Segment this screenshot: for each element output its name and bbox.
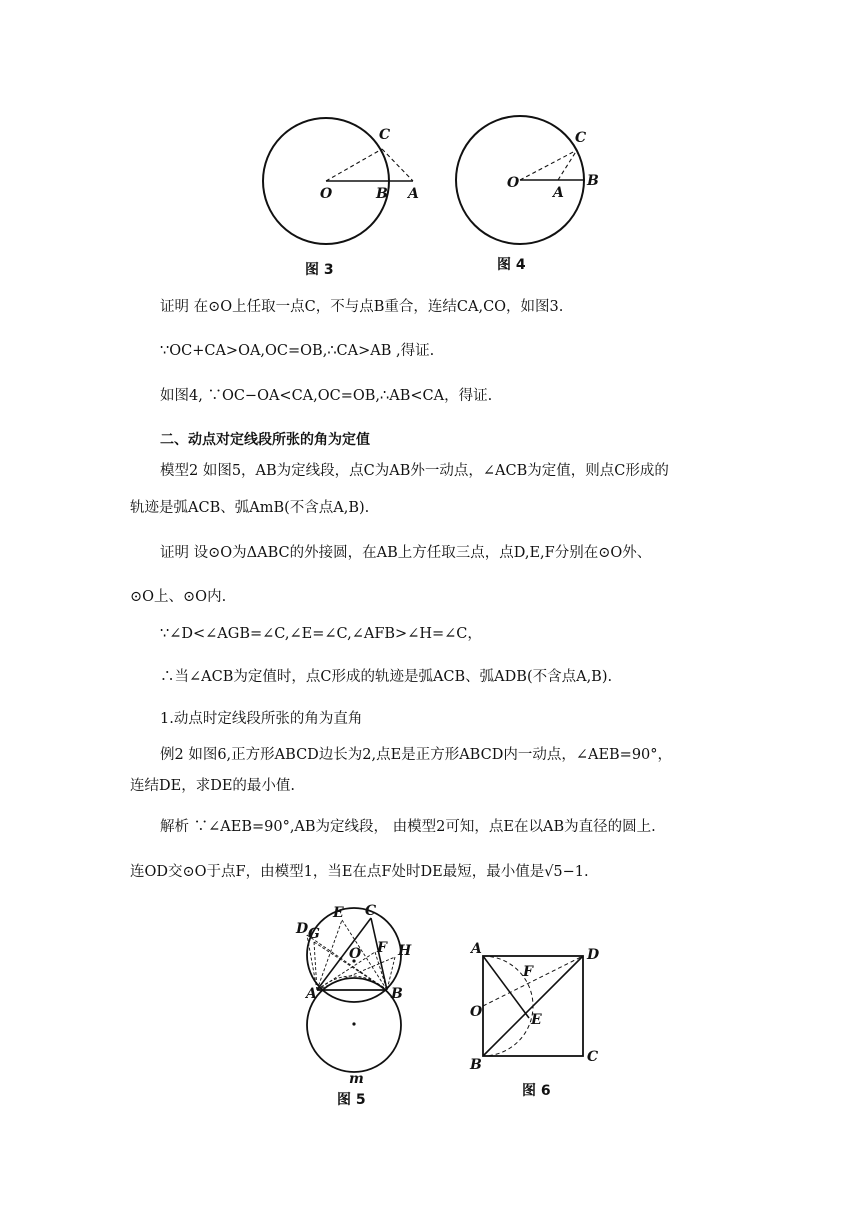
figure-6 <box>465 940 610 1105</box>
fig3-label-o: O <box>320 186 333 202</box>
fig4-dashed-oc <box>520 150 577 180</box>
fig4-label-c: C <box>575 130 587 146</box>
subheading-right-angle: 1.动点时定线段所张的角为直角 <box>160 711 363 727</box>
figure-4 <box>445 105 615 285</box>
fig3-label-a: A <box>408 186 419 202</box>
fig6-label-b: B <box>470 1057 482 1073</box>
fig5-label-e: E <box>333 905 344 921</box>
fig3-label-b: B <box>376 186 388 202</box>
fig4-caption: 图 4 <box>497 257 526 273</box>
fig5-label-a: A <box>306 986 317 1002</box>
figure-5 <box>285 900 425 1110</box>
solution-line-2: 连OD交⊙O于点F，由模型1，当E在点F处时DE最短，最小值是√5−1. <box>130 864 589 880</box>
fig4-label-a: A <box>553 185 564 201</box>
proof-2-line-2: ⊙O上、⊙O内. <box>130 589 227 605</box>
fig6-label-a: A <box>471 941 482 957</box>
example-2-line-1: 例2 如图6,正方形ABCD边长为2,点E是正方形ABCD内一动点，∠AEB=90°， <box>160 747 673 763</box>
proof-line-3: 如图4, ∵OC−OA<CA,OC=OB,∴AB<CA，得证. <box>160 388 493 404</box>
fig3-dashed-oc <box>326 149 382 181</box>
fig5-label-b: B <box>391 986 403 1002</box>
figure-3-diagram <box>250 105 430 285</box>
model-2-line-2: 轨迹是弧ACB、弧AmB(不含点A,B). <box>130 500 370 516</box>
fig5-label-f: F <box>377 940 387 956</box>
fig6-label-o: O <box>470 1004 483 1020</box>
section-heading: 二、动点对定线段所张的角为定值 <box>160 432 370 448</box>
proof-line-2: ∵OC+CA>OA,OC=OB,∴CA>AB ,得证. <box>160 343 435 359</box>
fig5-label-c: C <box>365 903 377 919</box>
solution-line-1: 解析 ∵∠AEB=90°,AB为定线段， 由模型2可知，点E在以AB为直径的圆上. <box>160 819 656 835</box>
fig4-label-o: O <box>507 175 520 191</box>
fig6-label-e: E <box>531 1012 542 1028</box>
fig5-label-d: D <box>296 921 309 937</box>
fig4-label-b: B <box>587 173 599 189</box>
figure-6-diagram <box>465 940 610 1105</box>
model-2-line-1: 模型2 如图5，AB为定线段，点C为AB外一动点，∠ACB为定值，则点C形成的 <box>160 463 669 479</box>
figure-4-diagram <box>445 105 615 285</box>
fig6-dashed-od <box>483 956 583 1006</box>
fig3-caption: 图 3 <box>305 262 334 278</box>
fig6-label-f: F <box>523 964 533 980</box>
fig5-label-h: H <box>398 943 412 959</box>
fig6-caption: 图 6 <box>522 1083 551 1099</box>
fig5-caption: 图 5 <box>337 1092 366 1108</box>
proof-2-line-4: ∴当∠ACB为定值时，点C形成的轨迹是弧ACB、弧ADB(不含点A,B). <box>160 669 613 685</box>
fig4-dashed-ac <box>558 150 577 180</box>
proof-2-line-3: ∵∠D<∠AGB=∠C,∠E=∠C,∠AFB>∠H=∠C， <box>160 626 482 642</box>
fig5-label-g: G <box>308 926 320 942</box>
figure-3 <box>250 105 430 285</box>
proof-2-line-1: 证明 设⊙O为ΔABC的外接圆，在AB上方任取三点，点D,E,F分别在⊙O外、 <box>160 545 652 561</box>
fig5-label-o: O <box>349 946 362 962</box>
proof-line-1: 证明 在⊙O上任取一点C，不与点B重合，连结CA,CO，如图3. <box>160 299 564 315</box>
fig5-center-lower <box>352 1022 355 1025</box>
fig6-label-c: C <box>587 1049 599 1065</box>
fig6-label-d: D <box>587 947 600 963</box>
example-2-line-2: 连结DE，求DE的最小值. <box>130 778 296 794</box>
fig3-label-c: C <box>379 127 391 143</box>
fig5-label-m: m <box>349 1071 364 1087</box>
figure-5-diagram <box>285 900 425 1110</box>
